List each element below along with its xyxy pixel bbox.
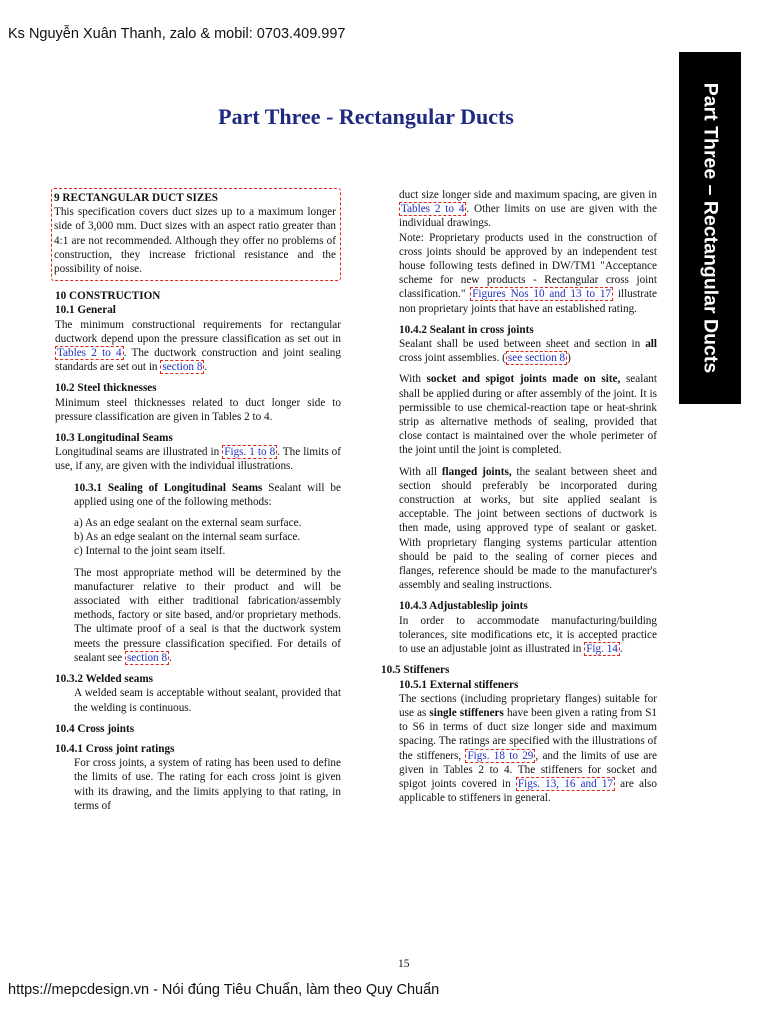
text-run: Sealant shall be used between sheet and section in [399, 338, 641, 351]
section-9-text: This specification covers duct sizes up to a maximum longer side of 3,000 mm. Duct sizes with an aspect ratio greater than 4:1 are not recommended. Although they offer no problems of construction, they increase frictional resistance and the possibility of noise. [54, 206, 336, 276]
section-10-3-text [55, 445, 341, 473]
text-run: With all [399, 465, 437, 478]
text-run: Sealant will be applied using one of the following methods: [74, 481, 341, 508]
right-column [381, 188, 658, 812]
header-contact: Ks Nguyễn Xuân Thanh, zalo & mobil: 0703.409.997 [8, 26, 346, 42]
text-run: , and the limits of use are given in Tables 2 to 4. The stiffeners for socket and spigot joints covered in [399, 749, 658, 790]
text-run: duct size longer side and maximum spacing, are given in [399, 189, 657, 201]
section-10-4-3-text [399, 614, 657, 657]
link-section-8[interactable]: section 8 [126, 651, 168, 664]
socket-spigot-text [399, 372, 657, 457]
section-10-3-2-heading: 10.3.2 Welded seams [55, 673, 153, 686]
section-10-3-1-text [74, 481, 341, 509]
text-run: . The limits of use, if any, are given with the individual illustrations. [55, 446, 341, 473]
text-run: The minimum constructional requirements for rectangular ductwork depend upon the pressure classification as set out in [55, 318, 341, 345]
text-run: The most appropriate method will be determined by the manufacturer relative to their product and will be associated with either traditional fabrication/assembly methods, factory or site based, and/or proprietary methods. The ultimate proof of a seal is that the ductwork system meets the pressure classification specified. For details of sealant see [74, 566, 341, 664]
text-run-bold: flanged joints, [441, 465, 512, 478]
proprietary-note-text [399, 231, 657, 316]
link-section-8[interactable]: see section 8 [507, 352, 566, 365]
section-9-box [51, 188, 341, 281]
text-run: are also applicable to stiffeners in general. [399, 777, 658, 805]
section-10-5-heading: 10.5 Stiffeners [381, 664, 450, 677]
section-10-3-1-text2 [74, 566, 341, 665]
section-10-1-text [55, 318, 341, 375]
text-run: the sealant between sheet and section should preferably be incorporated during construction at works, but site applied sealant is acceptable. The joint between sections of ductwork is then made, using approved type of sealant or gasket. With proprietary flanging systems particular attention should be paid to the sealing of corner pieces and flanges, reference should be made to the manufacturer's assembly and sealing instructions. [399, 465, 658, 592]
link-tables-2-4[interactable]: Tables 2 to 4 [57, 347, 122, 360]
link-fig-14[interactable]: Fig. 14 [586, 643, 618, 656]
section-10-3-2-text: A welded seam is acceptable without sealant, provided that the welding is continuous. [74, 687, 341, 714]
text-run: ) [567, 352, 571, 365]
text-run: have been given a rating from S1 to S6 in terms of duct size longer side and maximum spacing. The ratings are specified with the illustrations of the stiffeners, [399, 706, 658, 762]
text-run: Note: Proprietary products used in the construction of cross joints should be approved by an independent test house following tests defined in DW/TM1 "Acceptance scheme for new products - Rectangular cross joint classification." [399, 231, 657, 301]
section-10-4-1-text: For cross joints, a system of rating has been used to define the limits of use. The rating for each cross joint is given with its drawing, and the limits applying to that rating, in terms of [74, 757, 341, 812]
text-run-bold: single stiffeners [429, 706, 504, 719]
section-10-4-heading: 10.4 Cross joints [55, 722, 135, 735]
text-run: . [204, 361, 208, 374]
link-figures-10-13-17[interactable]: Figures Nos 10 and 13 to 17 [472, 288, 612, 301]
text-run: In order to accommodate manufacturing/building tolerances, site modifications etc, it is accepted practice to use an adjustable joint as illustrated in [399, 614, 657, 656]
section-10-4-2-heading: 10.4.2 Sealant in cross joints [399, 323, 534, 336]
list-item: a) As an edge sealant on the external seam surface. [74, 517, 302, 530]
page-title: Part Three - Rectangular Ducts [218, 104, 514, 129]
text-run-bold: all [645, 338, 657, 351]
section-10-2-heading: 10.2 Steel thicknesses [55, 382, 157, 395]
link-tables-2-4[interactable]: Tables 2 to 4 [401, 203, 465, 216]
text-run: sealant shall be applied during or after assembly of the joint. It is permissible to use chemical-reaction tape or heat-shrink strip as alternative methods of sealing, provided that close contact is maintained over the whole perimeter of the joint until the joint is completed. [399, 373, 658, 457]
section-10-1-heading: 10.1 General [55, 304, 116, 317]
text-run: . The ductwork construction and joint sealing standards are set out in [55, 347, 341, 374]
link-figs-18-29[interactable]: Figs. 18 to 29 [467, 749, 534, 762]
section-10-heading: 10 CONSTRUCTION [55, 290, 161, 303]
section-10-2-text: Minimum steel thicknesses related to duct longer side to pressure classification are given in Tables 2 to 4. [55, 396, 341, 423]
text-run: . [619, 643, 623, 656]
link-section-8[interactable]: section 8 [162, 361, 203, 374]
section-10-4-3-heading: 10.4.3 Adjustableslip joints [399, 600, 528, 613]
text-run: The sections (including proprietary flanges) suitable for use as [399, 692, 657, 719]
section-10-5-1-heading: 10.5.1 External stiffeners [399, 678, 519, 691]
text-run: cross joint assemblies. ( [399, 352, 506, 365]
section-10-3-heading: 10.3 Longitudinal Seams [55, 432, 173, 445]
section-10-4-2-text [399, 337, 657, 365]
list-item: b) As an edge sealant on the internal seam surface. [74, 531, 301, 544]
text-run: Longitudinal seams are illustrated in [55, 446, 220, 459]
flanged-joints-text [399, 465, 657, 593]
cross-joint-continued-text [399, 188, 657, 231]
section-10-3-1-heading: 10.3.1 Sealing of Longitudinal Seams [74, 481, 263, 494]
text-run: . [169, 651, 172, 664]
side-tab-label: Part Three – Rectangular Ducts [699, 82, 722, 374]
text-run: illustrate non proprietary joints that have an established rating. [399, 288, 657, 315]
section-9-heading: 9 RECTANGULAR DUCT SIZES [54, 192, 219, 204]
left-column [55, 188, 341, 820]
text-run-bold: socket and spigot joints made on site, [426, 373, 621, 386]
link-figs-1-8[interactable]: Figs. 1 to 8 [224, 446, 276, 459]
page-number: 15 [398, 958, 410, 970]
section-10-4-1-heading: 10.4.1 Cross joint ratings [55, 742, 175, 755]
link-figs-13-16-17[interactable]: Figs. 13, 16 and 17 [517, 777, 614, 790]
text-run: With [399, 373, 421, 386]
footer-text: https://mepcdesign.vn - Nói đúng Tiêu Chuẩn, làm theo Quy Chuẩn [8, 982, 440, 998]
list-item: c) Internal to the joint seam itself. [74, 545, 226, 558]
sealing-methods-list [74, 516, 341, 559]
text-run: . Other limits on use are given with the individual drawings. [399, 203, 657, 230]
section-10-5-1-text [399, 692, 657, 806]
